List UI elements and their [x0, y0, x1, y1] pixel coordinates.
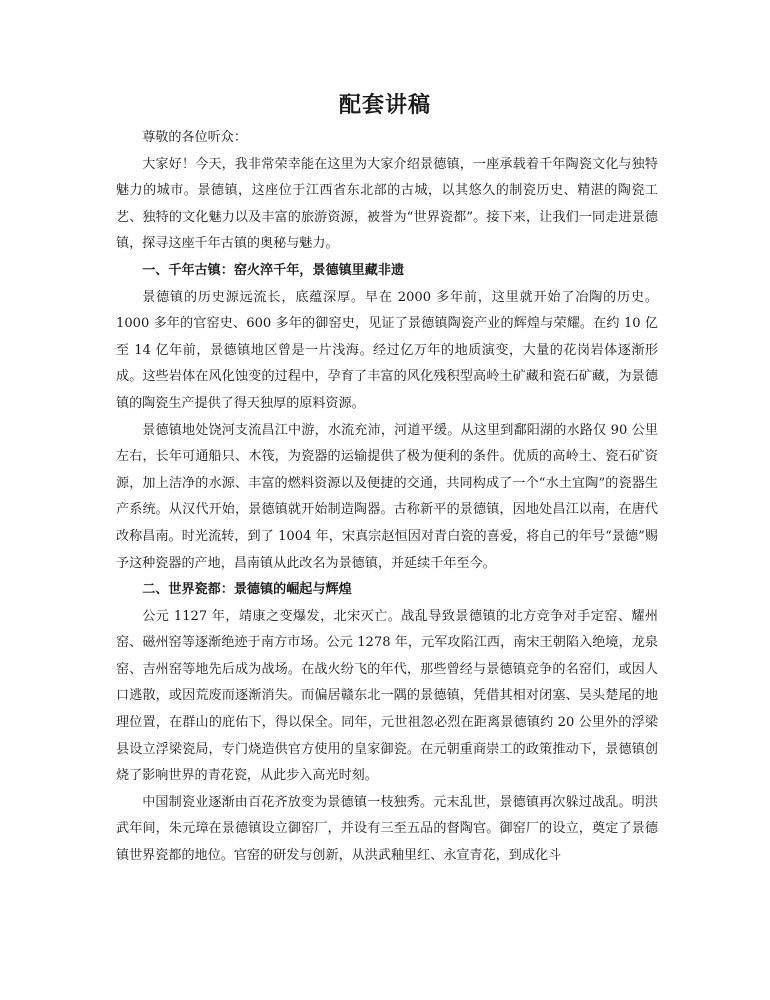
document-title: 配套讲稿 — [338, 92, 431, 118]
section-2-paragraph-2: 中国制瓷业逐渐由百花齐放变为景德镇一枝独秀。元末乱世，景德镇再次躲过战乱。明洪武年间，朱元璋在景德镇设立御窑厂，并设有三至五品的督陶官。御窑厂的设立，奠定了景德镇世界瓷都的地位。官窑的研发与创新，从洪武釉里红、永宣青花，到成化斗 — [116, 794, 658, 864]
section-heading-1: 一、千年古镇：窑火淬千年，景德镇里藏非遗 — [142, 262, 405, 278]
greeting-line: 尊敬的各位听众： — [142, 130, 247, 145]
intro-paragraph: 大家好！今天，我非常荣幸能在这里为大家介绍景德镇，一座承载着千年陶瓷文化与独特魅力的城市。景德镇，这座位于江西省东北部的古城，以其悠久的制瓷历史、精湛的陶瓷工艺、独特的文化魅力以及丰富的旅游资源，被誉为“世界瓷都”。接下来，让我们一同走进景德镇，探寻这座千年古镇的奥秘与魅力。 — [116, 156, 658, 252]
section-1-paragraph-1: 景德镇的历史源远流长，底蕴深厚。早在 2000 多年前，这里就开始了冶陶的历史。1000 多年的官窑史、600 多年的御窑史，见证了景德镇陶瓷产业的辉煌与荣耀。在约 10 亿至 14 亿年前，景德镇地区曾是一片浅海。经过亿万年的地质演变，大量的花岗岩体逐渐形成。这些岩体在风化蚀变的过程中，孕育了丰富的风化残积型高岭土矿藏和瓷石矿藏，为景德镇的陶瓷生产提供了得天独厚的原料资源。 — [116, 289, 658, 411]
document-body — [116, 125, 658, 870]
section-1-paragraph-2: 景德镇地处饶河支流昌江中游，水流充沛，河道平缓。从这里到鄱阳湖的水路仅 90 公里左右，长年可通船只、木筏，为瓷器的运输提供了极为便利的条件。优质的高岭土、瓷石矿资源，加上洁净的水源、丰富的燃料资源以及便捷的交通，共同构成了一个“水土宜陶”的瓷器生产系统。从汉代开始，景德镇就开始制造陶器。古称新平的景德镇，因地处昌江以南，在唐代改称昌南。时光流转，到了 1004 年，宋真宗赵恒因对青白瓷的喜爱，将自己的年号“景德”赐予这种瓷器的产地，昌南镇从此改名为景德镇，并延续千年至今。 — [116, 422, 658, 571]
section-heading-2: 二、世界瓷都：景德镇的崛起与辉煌 — [142, 582, 352, 598]
section-2-paragraph-1: 公元 1127 年，靖康之变爆发，北宋灭亡。战乱导致景德镇的北方竞争对手定窑、耀州窑、磁州窑等逐渐绝迹于南方市场。公元 1278 年，元军攻陷江西，南宋王朝陷入绝境，龙泉窑、吉州窑等地先后成为战场。在战火纷飞的年代，那些曾经与景德镇竞争的名窑们，或因人口逃散，或因荒废而逐渐消失。而偏居赣东北一隅的景德镇，凭借其相对闭塞、吴头楚尾的地理位置，在群山的庇佑下，得以保全。同年，元世祖忽必烈在距离景德镇约 20 公里外的浮梁县设立浮梁瓷局，专门烧造供官方使用的皇家御瓷。在元朝重商崇工的政策推动下，景德镇创烧了影响世界的青花瓷，从此步入高光时刻。 — [116, 608, 658, 784]
